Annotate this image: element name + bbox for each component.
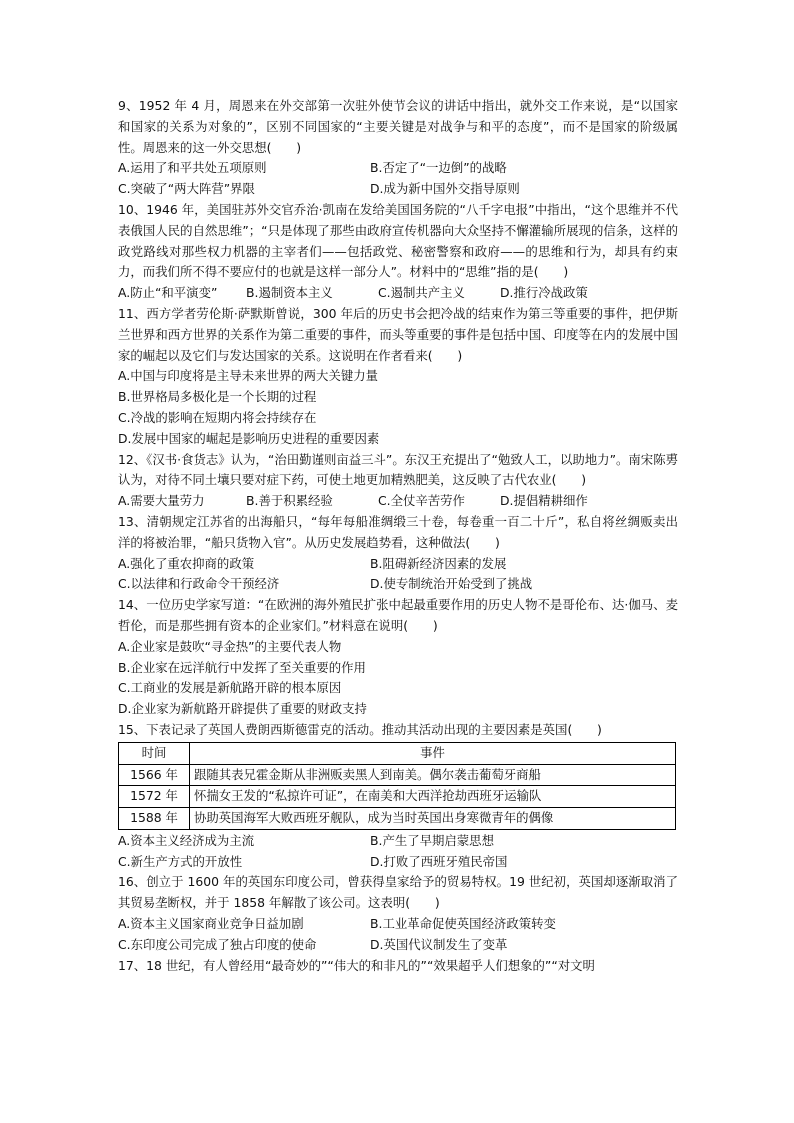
q9-stem: 9、1952 年 4 月，周恩来在外交部第一次驻外使节会议的讲话中指出，就外交工作来说，是“以国家和国家的关系为对象的”，区别不同国家的“主要关键是对战争与和平的态度”，而不是国家的阶级属性。周恩来的这一外交思想( ) [118,98,678,155]
q9-option-d: D.成为新中国外交指导原则 [370,181,520,197]
table-cell-event: 跟随其表兄霍金斯从非洲贩卖黑人到南美。偶尔袭击葡萄牙商船 [190,764,676,786]
q12-stem: 12、《汉书·食货志》认为，“治田勤谨则亩益三斗”。东汉王充提出了“勉致人工，以助地力”。南宋陈旉认为，对待不同土壤只要对症下药，可使土地更加精熟肥美，这反映了古代农业( ) [118,451,678,488]
q11-option-c: C.冷战的影响在短期内将会持续存在 [118,409,317,425]
q12-option-a: A.需要大量劳力 [118,493,205,509]
q16-stem: 16、创立于 1600 年的英国东印度公司，曾获得皇家给予的贸易特权。19 世纪初，英国却逐渐取消了其贸易垄断权，并于 1858 年解散了该公司。这表明( ) [118,874,678,911]
table-cell-event: 怀揣女王发的“私掠许可证”，在南美和大西洋抢劫西班牙运输队 [190,786,676,808]
q13-options-row2 [118,574,678,595]
q15-option-d: D.打败了西班牙殖民帝国 [370,853,508,869]
q11-option-a: A.中国与印度将是主导未来世界的两大关键力量 [118,368,379,384]
q16-option-d: D.英国代议制发生了变革 [370,936,508,952]
q13-options-row1 [118,554,678,575]
q15-options-row1 [118,831,678,852]
q17-stem: 17、18 世纪，有人曾经用“最奇妙的”“伟大的和非凡的”“效果超乎人们想象的”“对文明 [118,957,595,973]
q9-option-c: C.突破了“两大阵营”界限 [118,181,255,197]
q13-option-a: A.强化了重农抑商的政策 [118,555,255,571]
q16-options-row1 [118,914,678,935]
q10-option-c: C.遏制共产主义 [378,285,465,301]
q12-option-c: C.全仗辛苦劳作 [378,493,465,509]
q16-options-row2 [118,935,678,956]
table-header-time: 时间 [119,742,190,764]
q9-options-row2 [118,179,678,200]
table-header-row [119,742,676,764]
q10-options [118,283,678,304]
table-cell-event: 协助英国海军大败西班牙舰队，成为当时英国出身寒微青年的偶像 [190,808,676,830]
table-cell-year: 1572 年 [119,786,190,808]
q13-option-c: C.以法律和行政命令干预经济 [118,576,280,592]
q16-option-b: B.工业革命促使英国经济政策转变 [370,916,556,932]
q15-options-row2 [118,852,678,873]
q14-stem: 14、一位历史学家写道：“在欧洲的海外殖民扩张中起最重要作用的历史人物不是哥伦布、达·伽马、麦哲伦，而是那些拥有资本的企业家们。”材料意在说明( ) [118,597,678,633]
q14-option-b: B.企业家在远洋航行中发挥了至关重要的作用 [118,659,366,675]
question-list [118,96,678,976]
q15-option-a: A.资本主义经济成为主流 [118,832,255,848]
q16-option-c: C.东印度公司完成了独占印度的使命 [118,936,317,952]
q9-option-a: A.运用了和平共处五项原则 [118,160,267,176]
q11-option-d: D.发展中国家的崛起是影响历史进程的重要因素 [118,430,380,446]
q10-stem: 10、1946 年，美国驻苏外交官乔治·凯南在发给美国国务院的“八千字电报”中指出，“这个思维并不代表俄国人民的自然思维”；“只是体现了那些由政府宣传机器向大众坚持不懈灌输所展现的信条，这样的政党路线对那些权力机器的主宰者们——包括政党、秘密警察和政府——的思维和行为，却具有约束力，而我们所不得不要应付的也就是这样一部分人”。材料中的“思维”指的是( ) [118,201,678,280]
q10-option-a: A.防止“和平演变” [118,285,218,301]
q10-option-b: B.遏制资本主义 [246,285,333,301]
q13-option-d: D.使专制统治开始受到了挑战 [370,576,533,592]
q11-stem: 11、西方学者劳伦斯·萨默斯曾说，300 年后的历史书会把冷战的结束作为第三等重要的事件，把伊斯兰世界和西方世界的关系作为第二重要的事件，而头等重要的事件是包括中国、印度等在内的发展中国家的崛起以及它们与发达国家的关系。这说明在作者看来( ) [118,305,678,363]
q15-event-table [118,742,676,830]
table-cell-year: 1566 年 [119,764,190,786]
table-cell-year: 1588 年 [119,808,190,830]
q12-option-b: B.善于积累经验 [246,493,333,509]
q11-option-b: B.世界格局多极化是一个长期的过程 [118,389,317,405]
q12-option-d: D.提倡精耕细作 [500,493,588,509]
q15-option-b: B.产生了早期启蒙思想 [370,832,494,848]
q10-option-d: D.推行冷战政策 [500,285,588,301]
q14-option-c: C.工商业的发展是新航路开辟的根本原因 [118,680,342,696]
q16-option-a: A.资本主义国家商业竞争日益加剧 [118,916,304,932]
q15-option-c: C.新生产方式的开放性 [118,853,243,869]
q15-stem: 15、下表记录了英国人费朗西斯德雷克的活动。推动其活动出现的主要因素是英国( ) [118,721,602,737]
q14-option-a: A.企业家是鼓吹“寻金热”的主要代表人物 [118,638,342,654]
q13-option-b: B.阻碍新经济因素的发展 [370,555,507,571]
q9-option-b: B.否定了“一边倒”的战略 [370,160,507,176]
table-row [119,786,676,808]
q12-options [118,491,678,512]
table-row [119,808,676,830]
q14-option-d: D.企业家为新航路开辟提供了重要的财政支持 [118,701,367,717]
table-header-event: 事件 [190,742,676,764]
q13-stem: 13、清朝规定江苏省的出海船只，“每年每船准绸缎三十卷，每卷重一百二十斤”，私自将丝绸贩卖出洋的将被治罪，“船只货物入官”。从历史发展趋势看，这种做法( ) [118,513,678,550]
q9-options-row1 [118,158,678,179]
table-row [119,764,676,786]
